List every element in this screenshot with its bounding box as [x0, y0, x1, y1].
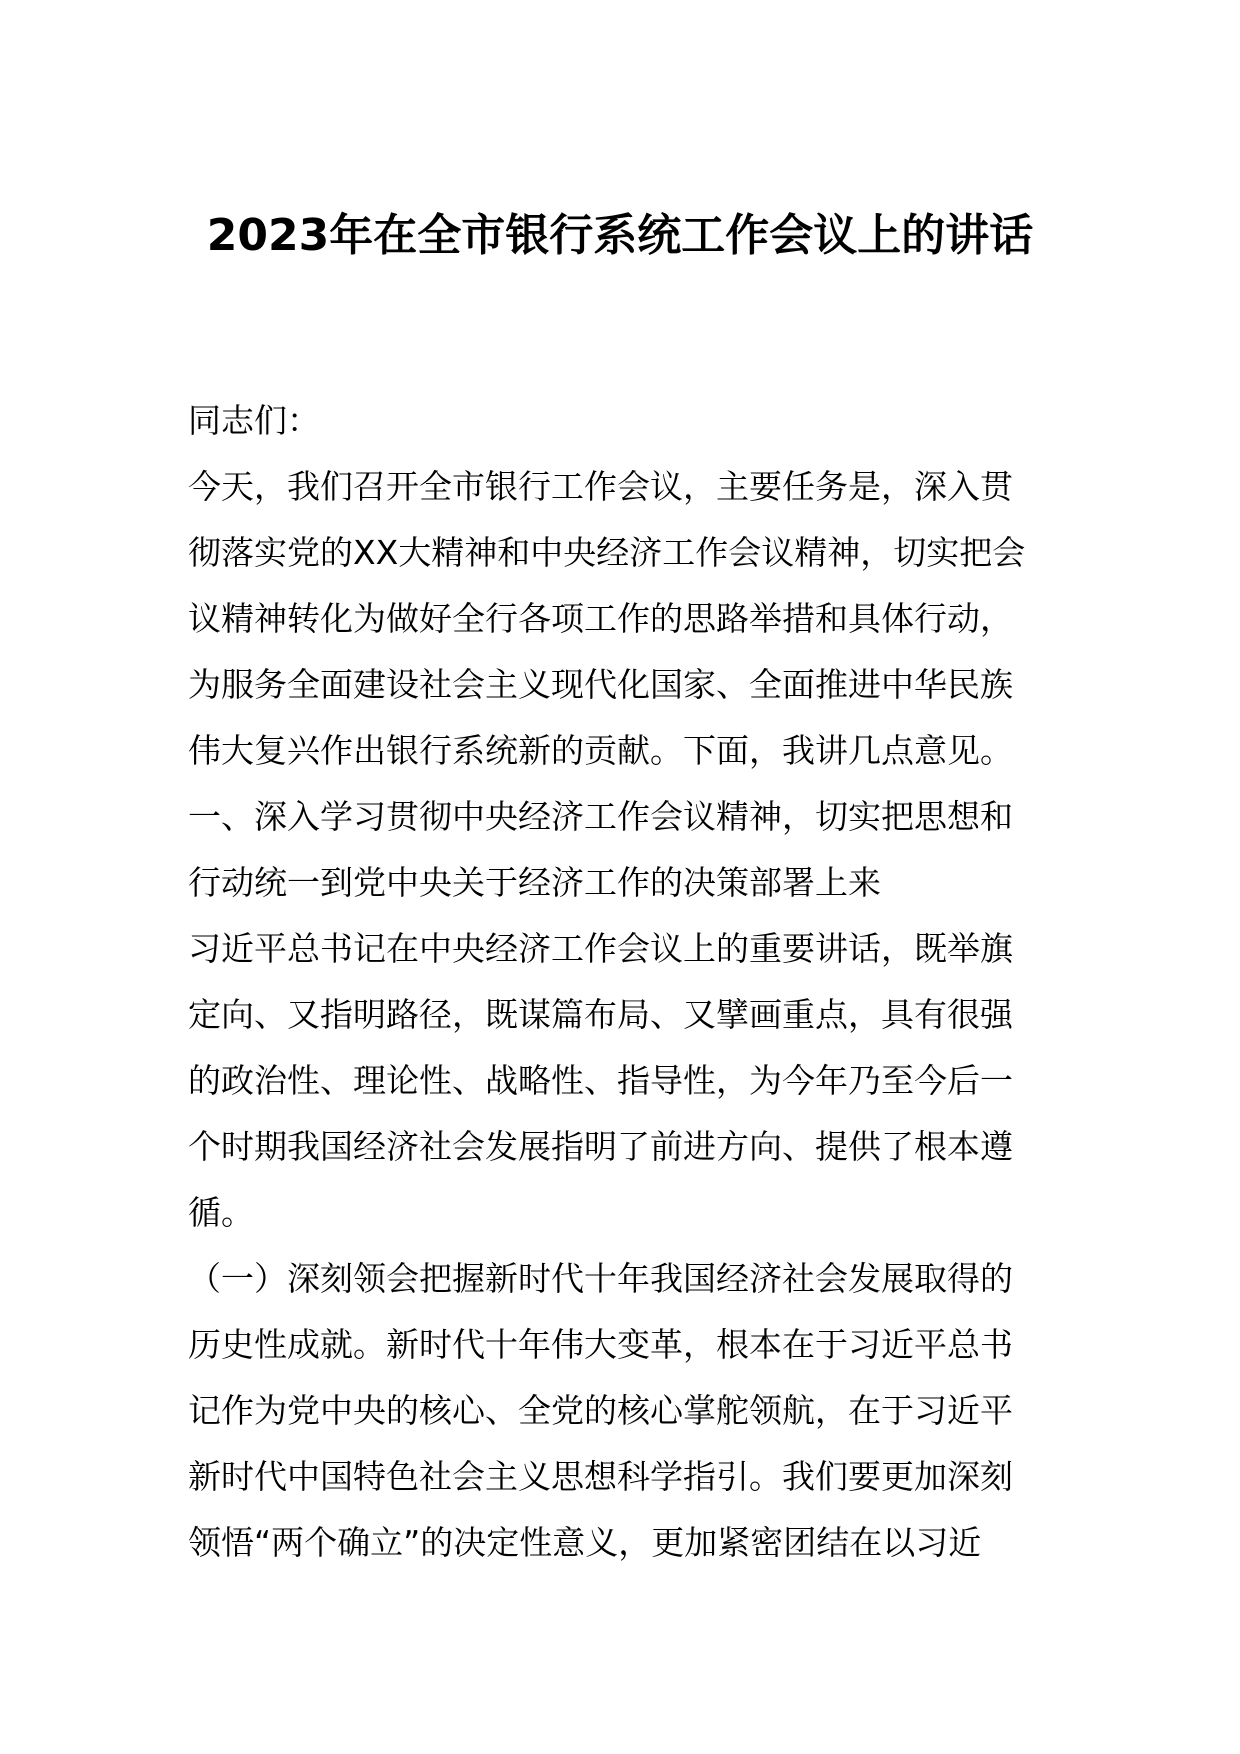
paragraph-line: 记作为党中央的核心、全党的核心掌舵领航，在于习近平	[188, 1391, 1013, 1430]
paragraph-line: 议精神转化为做好全行各项工作的思路举措和具体行动，	[188, 599, 1013, 638]
paragraph-line: 习近平总书记在中央经济工作会议上的重要讲话，既举旗	[188, 929, 1013, 968]
subsection-line: （一）深刻领会把握新时代十年我国经济社会发展取得的	[188, 1259, 1013, 1298]
paragraph-line: 彻落实党的XX大精神和中央经济工作会议精神，切实把会	[188, 533, 1026, 572]
paragraph-line: 历史性成就。新时代十年伟大变革，根本在于习近平总书	[188, 1325, 1013, 1364]
paragraph-line: 为服务全面建设社会主义现代化国家、全面推进中华民族	[188, 665, 1013, 704]
paragraph-line: 伟大复兴作出银行系统新的贡献。下面，我讲几点意见。	[188, 731, 1013, 770]
paragraph-line: 新时代中国特色社会主义思想科学指引。我们要更加深刻	[188, 1457, 1013, 1496]
salutation-line: 同志们：	[188, 401, 320, 440]
paragraph-line: 今天，我们召开全市银行工作会议，主要任务是，深入贯	[188, 467, 1013, 506]
paragraph-line: 定向、又指明路径，既谋篇布局、又擘画重点，具有很强	[188, 995, 1013, 1034]
section-heading-line: 一、深入学习贯彻中央经济工作会议精神，切实把思想和	[188, 797, 1013, 836]
paragraph-line: 领悟“两个确立”的决定性意义，更加紧密团结在以习近	[188, 1523, 982, 1562]
paragraph-line: 的政治性、理论性、战略性、指导性，为今年乃至今后一	[188, 1061, 1013, 1100]
paragraph-line: 个时期我国经济社会发展指明了前进方向、提供了根本遵	[188, 1127, 1013, 1166]
document-body	[188, 388, 1068, 1576]
section-heading-line: 行动统一到党中央关于经济工作的决策部署上来	[188, 863, 881, 902]
paragraph-line: 循。	[188, 1193, 254, 1232]
document-title: 2023年在全市银行系统工作会议上的讲话	[206, 210, 1034, 261]
